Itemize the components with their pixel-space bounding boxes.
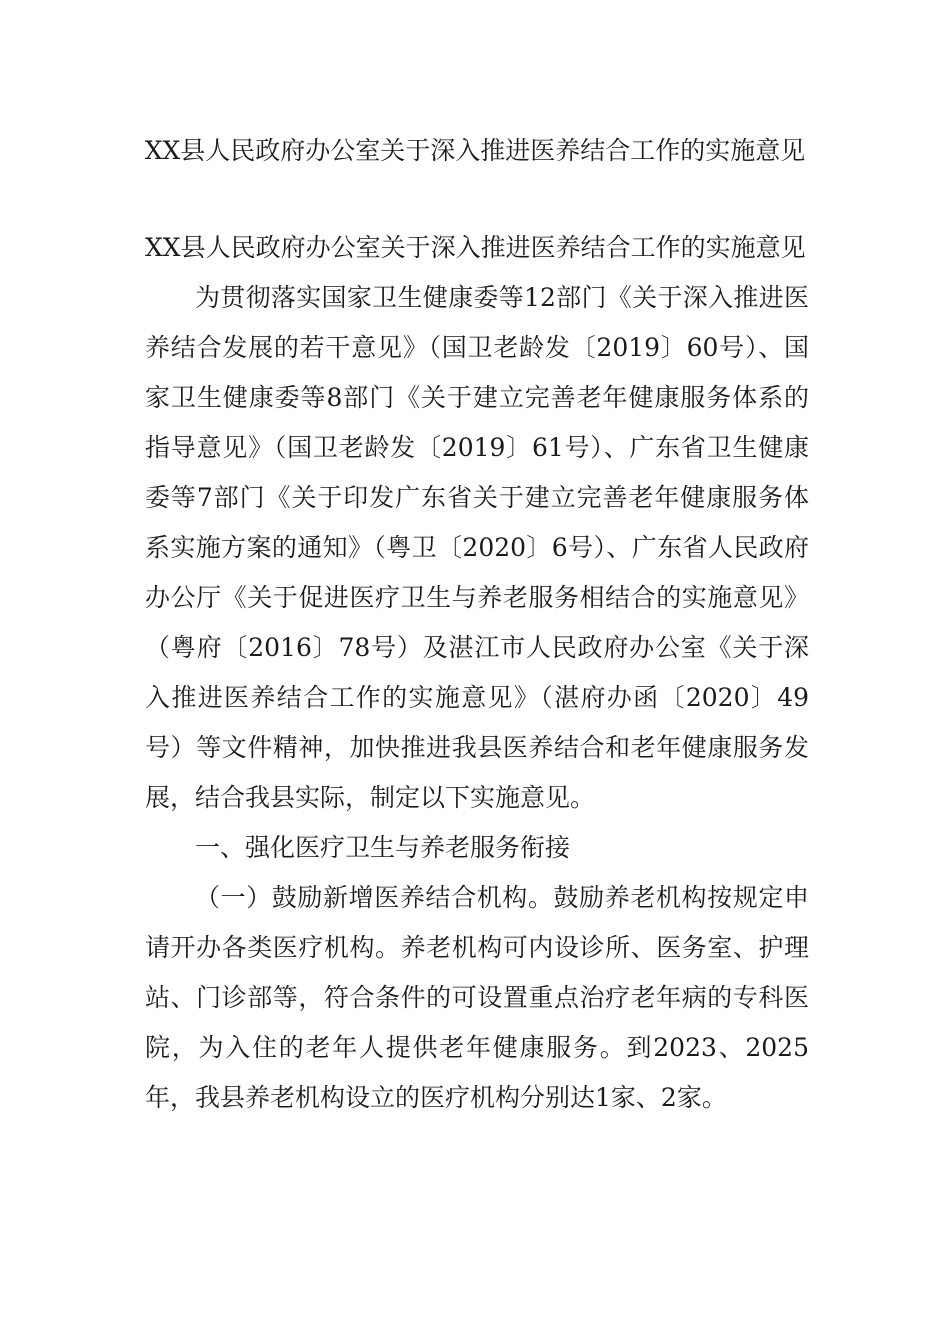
paragraph-preamble: 为贯彻落实国家卫生健康委等12部门《关于深入推进医养结合发展的若干意见》（国卫老龄发〔2019〕60号）、国家卫生健康委等8部门《关于建立完善老年健康服务体系的指导意见》（国卫老龄发〔2019〕61号）、广东省卫生健康委等7部门《关于印发广东省关于建立完善老年健康服务体系实施方案的通知》（粤卫〔2020〕6号）、广东省人民政府办公厅《关于促进医疗卫生与养老服务相结合的实施意见》（粤府〔2016〕78号）及湛江市人民政府办公室《关于深入推进医养结合工作的实施意见》（湛府办函〔2020〕49号）等文件精神，加快推进我县医养结合和老年健康服务发展，结合我县实际，制定以下实施意见。 bbox=[145, 283, 809, 812]
paragraph-item-1: （一）鼓励新增医养结合机构。鼓励养老机构按规定申请开办各类医疗机构。养老机构可内设诊所、医务室、护理站、门诊部等，符合条件的可设置重点治疗老年病的专科医院，为入住的老年人提供老年健康服务。到2023、2025年，我县养老机构设立的医疗机构分别达1家、2家。 bbox=[145, 883, 809, 1112]
document-title: XX县人民政府办公室关于深入推进医养结合工作的实施意见 bbox=[144, 136, 806, 165]
document-body bbox=[145, 223, 809, 1123]
section-heading: 一、强化医疗卫生与养老服务衔接 bbox=[195, 833, 571, 862]
document-subtitle: XX县人民政府办公室关于深入推进医养结合工作的实施意见 bbox=[145, 233, 806, 262]
